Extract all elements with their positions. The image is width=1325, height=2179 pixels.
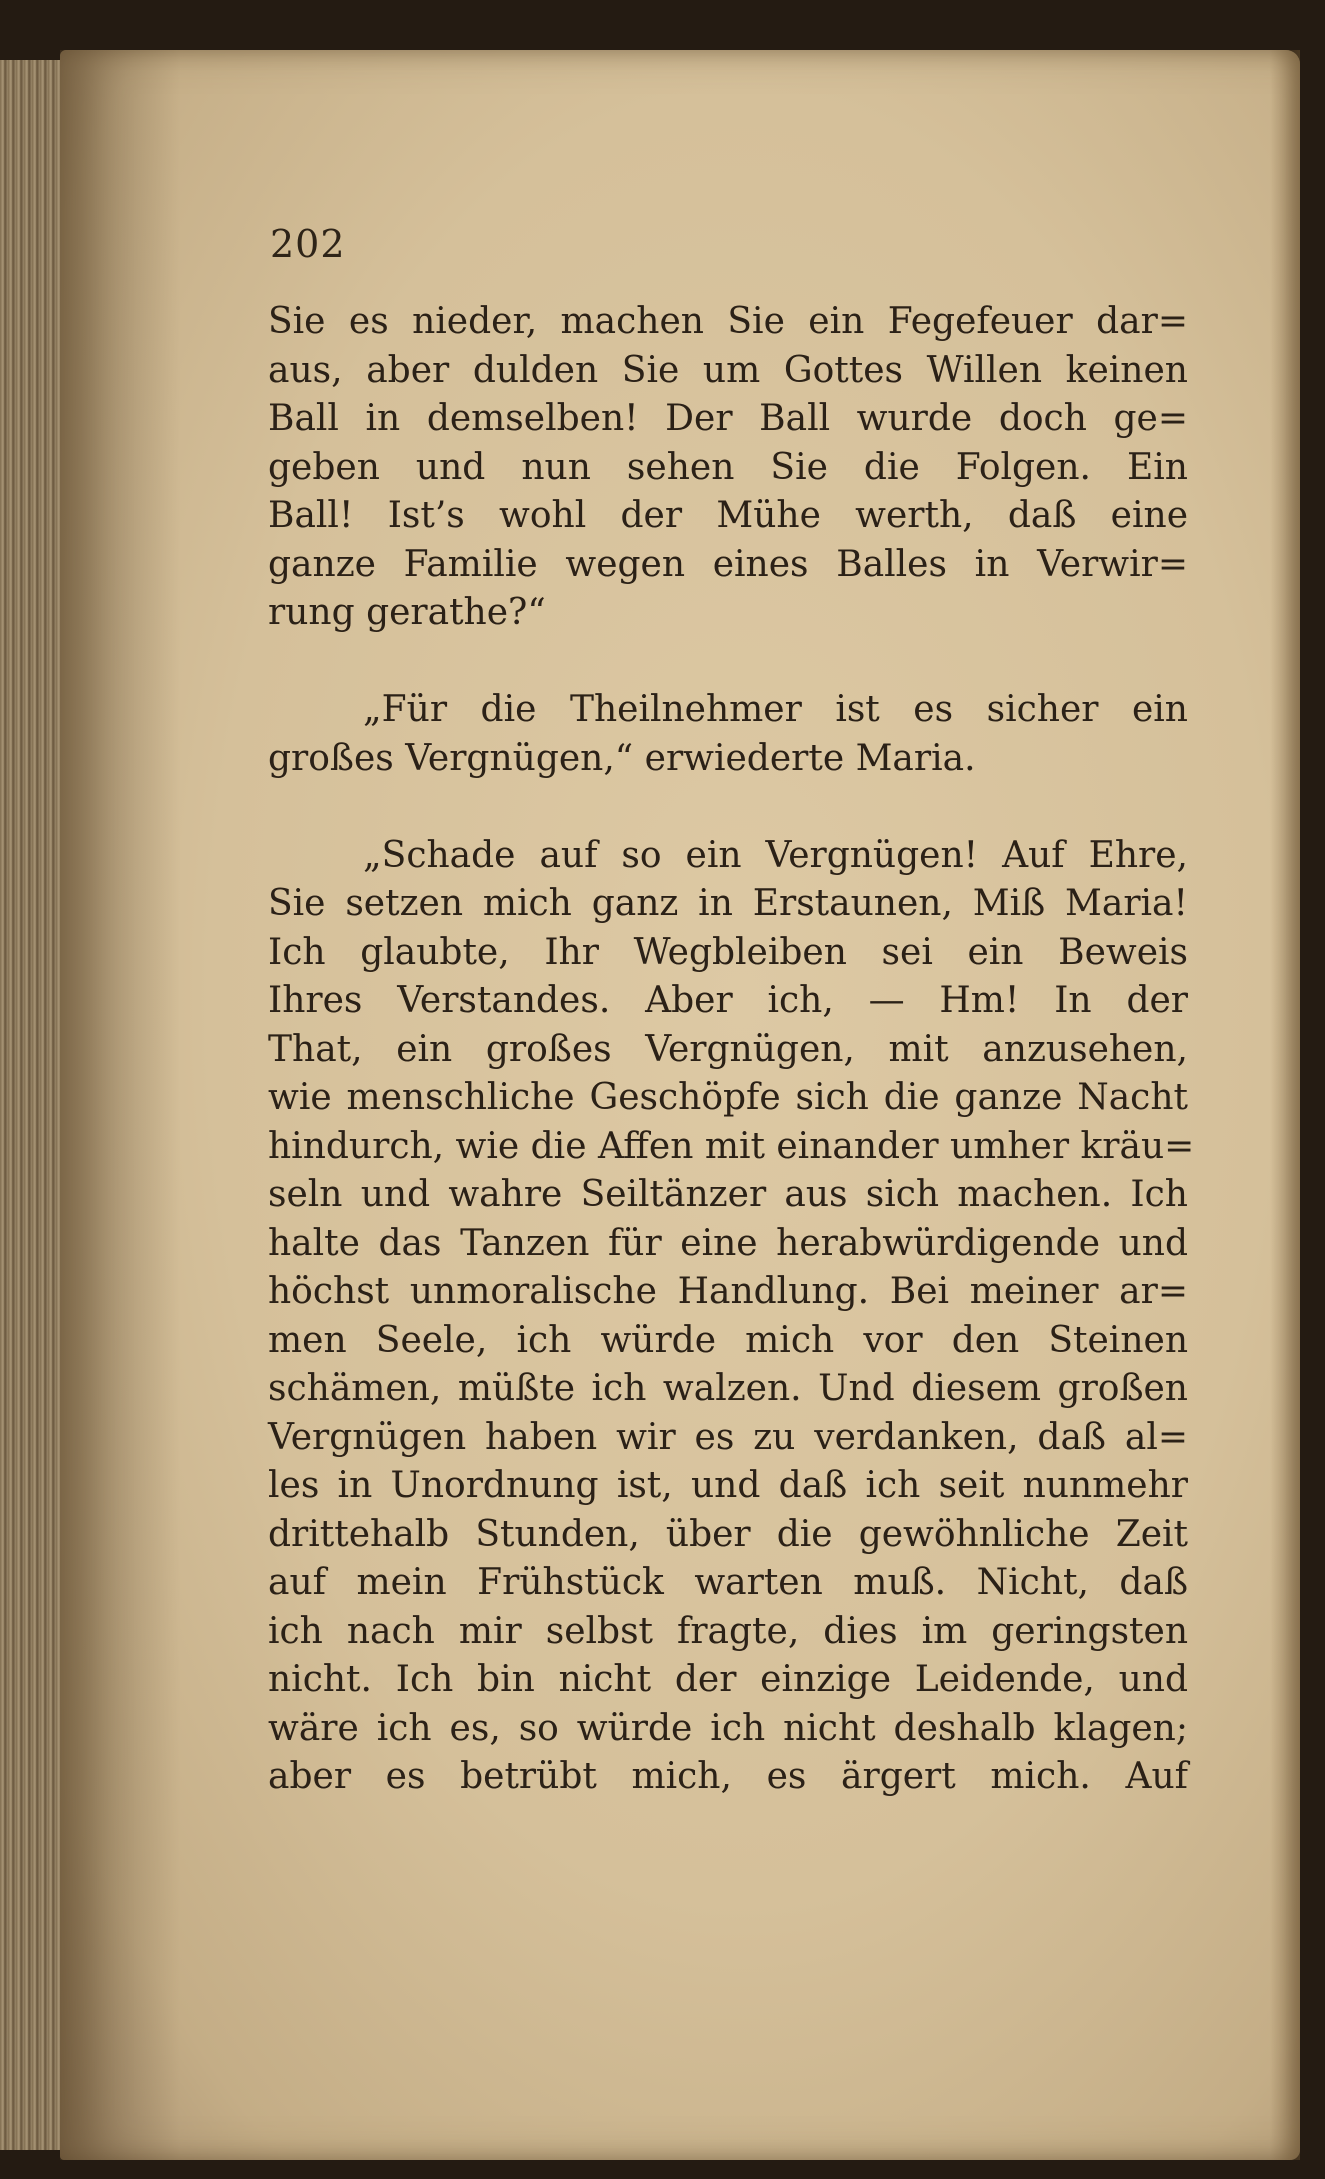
text-line: Sie es nieder, machen Sie ein Fegefeuer dar= xyxy=(268,301,1188,342)
page-number: 202 xyxy=(270,222,346,266)
text-line: les in Unordnung ist, und daß ich seit nunmehr xyxy=(268,1465,1188,1506)
text-line: großes Vergnügen,“ erwiederte Maria. xyxy=(268,737,976,779)
text-line: seln und wahre Seiltänzer aus sich machen. Ich xyxy=(268,1174,1188,1215)
text-line: schämen, müßte ich walzen. Und diesem großen xyxy=(268,1368,1188,1409)
paragraph-gap xyxy=(268,783,1188,832)
text-line: aber es betrübt mich, es ärgert mich. Auf xyxy=(268,1756,1188,1797)
text-line: men Seele, ich würde mich vor den Steinen xyxy=(268,1319,1188,1361)
text-line: drittehalb Stunden, über die gewöhnliche Zeit xyxy=(268,1513,1188,1555)
text-line: Vergnügen haben wir es zu verdanken, daß al= xyxy=(268,1416,1188,1458)
text-line: „Schade auf so ein Vergnügen! Auf Ehre, xyxy=(363,834,1188,876)
gutter-shadow xyxy=(60,50,180,2160)
text-line: That, ein großes Vergnügen, mit anzusehen, xyxy=(268,1028,1188,1070)
text-line: halte das Tanzen für eine herabwürdigende und xyxy=(268,1222,1188,1264)
text-line: Sie setzen mich ganz in Erstaunen, Miß Maria! xyxy=(268,883,1188,924)
text-line: geben und nun sehen Sie die Folgen. Ein xyxy=(268,446,1188,488)
text-line: ich nach mir selbst fragte, dies im geringsten xyxy=(268,1610,1188,1652)
text-line: hindurch, wie die Affen mit einander umher kräu= xyxy=(268,1125,1195,1167)
text-line: „Für die Theilnehmer ist es sicher ein xyxy=(363,689,1188,730)
text-line: wäre ich es, so würde ich nicht deshalb klagen; xyxy=(268,1707,1188,1749)
page-right-edge xyxy=(1270,50,1300,2160)
text-line: rung gerathe?“ xyxy=(268,592,546,633)
text-line: Ihres Verstandes. Aber ich, — Hm! In der xyxy=(268,980,1188,1021)
text-line: Ball in demselben! Der Ball wurde doch ge= xyxy=(268,398,1188,439)
text-line: höchst unmoralische Handlung. Bei meiner ar= xyxy=(268,1271,1188,1312)
paragraph-gap xyxy=(268,638,1188,687)
text-line: auf mein Frühstück warten muß. Nicht, daß xyxy=(268,1562,1188,1603)
text-line: aus, aber dulden Sie um Gottes Willen keinen xyxy=(268,349,1188,391)
body-text xyxy=(268,298,1195,1802)
text-line: ganze Familie wegen eines Balles in Verwir= xyxy=(268,543,1188,585)
text-line: Ich glaubte, Ihr Wegbleiben sei ein Beweis xyxy=(268,931,1188,973)
text-line: wie menschliche Geschöpfe sich die ganze Nacht xyxy=(268,1077,1188,1118)
text-line: nicht. Ich bin nicht der einzige Leidende, und xyxy=(268,1659,1188,1700)
text-line: Ball! Ist’s wohl der Mühe werth, daß eine xyxy=(268,495,1188,536)
